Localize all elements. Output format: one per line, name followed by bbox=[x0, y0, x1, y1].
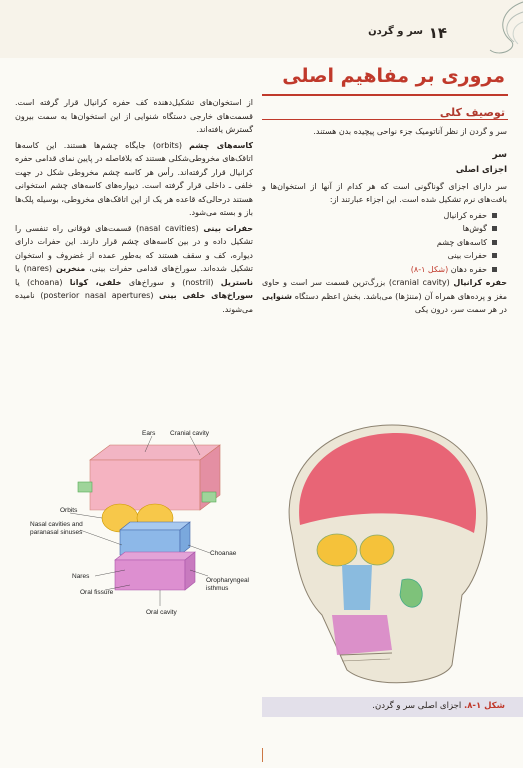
term-en: (nares) bbox=[23, 264, 53, 273]
figure-reference-link[interactable]: (شکل ۱-۸) bbox=[410, 264, 449, 274]
label-cranial-cavity: Cranial cavity bbox=[170, 430, 210, 437]
running-title: سر و گردن bbox=[368, 26, 423, 37]
label-nasal-line1: Nasal cavities and bbox=[30, 521, 83, 528]
term-posterior-apertures: سوراخ‌های خلفی بینی bbox=[159, 291, 253, 300]
section-title: توصیف کلی bbox=[439, 106, 505, 119]
leader-line bbox=[80, 530, 122, 545]
term-nasal-cavities: حفرات بینی bbox=[203, 223, 254, 233]
term-en: (posterior nasal apertures) bbox=[40, 291, 154, 300]
label-oropharyngeal-line1: Oropharyngeal bbox=[206, 577, 249, 584]
ear-right-shape bbox=[202, 492, 216, 502]
orbits-paragraph bbox=[15, 139, 253, 220]
cranial-paragraph bbox=[262, 276, 507, 317]
list-item: حفره کرانیال bbox=[262, 209, 497, 223]
oral-box-front bbox=[115, 560, 185, 590]
label-nares: Nares bbox=[72, 573, 90, 580]
orbit-left-region bbox=[317, 534, 357, 566]
paragraph-text: و سوراخ‌های bbox=[128, 277, 175, 287]
label-oral-cavity: Oral cavity bbox=[146, 609, 177, 616]
label-orbits: Orbits bbox=[60, 507, 78, 514]
orbit-right-region bbox=[360, 535, 394, 565]
term-en: (nasal cavities) bbox=[136, 223, 199, 233]
paragraph-text: یا bbox=[15, 264, 20, 273]
schematic-diagram bbox=[30, 430, 260, 620]
list-item: کاسه‌های چشم bbox=[262, 236, 497, 250]
nasal-paragraph bbox=[15, 222, 253, 317]
page-number: ۱۴ bbox=[428, 24, 447, 42]
title-rule bbox=[262, 94, 508, 96]
page-marker bbox=[262, 748, 263, 762]
list-item: حفرات بینی bbox=[262, 249, 497, 263]
term-hearing: شنوایی bbox=[262, 291, 292, 301]
caption-text: اجزای اصلی سر و گردن. bbox=[372, 701, 462, 711]
term-nares: منخرین bbox=[55, 264, 86, 273]
label-oropharyngeal-line2: isthmus bbox=[206, 585, 229, 592]
nasal-box-top bbox=[120, 522, 190, 530]
paragraph-text: یا bbox=[15, 277, 20, 287]
term-cranial-cavity: حفره کرانیال bbox=[453, 278, 508, 287]
oral-box-top bbox=[115, 552, 195, 560]
intro-paragraph: سر و گردن از نظر آناتومیک جزء نواحی پیچیده بدن هستند. bbox=[313, 127, 507, 136]
term-nostril: ناستریل bbox=[220, 277, 254, 287]
nasal-box-front bbox=[120, 530, 180, 555]
paragraph-text: بزرگ‌ترین قسمت سر است و حاوی مغز و پرده‌های همراه آن (مننژها) می‌باشد. بخش اعظم دستگاه bbox=[262, 278, 507, 301]
nasal-cavity-region bbox=[342, 565, 372, 610]
list-item: گوش‌ها bbox=[262, 222, 497, 236]
term-en: (choana) bbox=[26, 277, 63, 287]
ear-paragraph: از استخوان‌های تشکیل‌دهنده کف حفره کرانیال قرار گرفته است. قسمت‌های خارجی دستگاه شنوایی از این استخوان‌ها به سمت بیرون گسترش یافته‌اند. bbox=[15, 98, 253, 134]
paragraph-text: در هر سمت سر، درون یکی bbox=[414, 305, 507, 314]
oral-cavity-region bbox=[332, 615, 392, 655]
section-rule bbox=[262, 119, 508, 120]
label-choanae: Choanae bbox=[210, 550, 237, 557]
term-en: (nostril) bbox=[182, 277, 214, 287]
list-item bbox=[262, 263, 497, 277]
cranial-box-front bbox=[90, 460, 200, 510]
label-nasal-line2: paranasal sinuses bbox=[30, 529, 83, 536]
figure-caption bbox=[372, 701, 505, 711]
paragraph-text: نامیده می‌شوند. bbox=[15, 291, 253, 314]
label-oral-fissure: Oral fissure bbox=[80, 589, 114, 596]
heading-head: سر bbox=[492, 149, 507, 160]
cranial-box-top bbox=[90, 445, 220, 460]
paragraph-text: جایگاه چشم‌ها هستند. این کاسه‌ها اتاقک‌های مخروطی‌شکلی هستند که بلافاصله در پایین نمای قدامی حفره کرانیال قرار گرفته‌اند. رأس هر کاسه چشم مخروطی شکل در جهت خلفی ـ داخلی قرار گرفته است. دیواره‌های کاسه‌های چشم استخوانی هستند درحالی‌که قاعده هر یک از این اتاقک‌های مخروطی، بوسیله پلک‌ها باز و بسته می‌شود. bbox=[15, 140, 253, 217]
term-en: (cranial cavity) bbox=[388, 278, 450, 287]
label-ears: Ears bbox=[142, 430, 156, 437]
subheading-main-parts: اجزای اصلی bbox=[455, 165, 507, 175]
ear-left-shape bbox=[78, 482, 92, 492]
decorative-swirl-icon bbox=[440, 0, 523, 58]
left-column bbox=[15, 96, 253, 318]
skull-illustration bbox=[252, 415, 512, 695]
term-en: (orbits) bbox=[152, 140, 182, 150]
term-orbits: کاسه‌های چشم bbox=[189, 140, 253, 150]
right-column bbox=[262, 125, 507, 319]
page-title: مروری بر مفاهیم اصلی bbox=[282, 65, 505, 87]
parts-paragraph: سر دارای اجزای گوناگونی است که هر کدام از آنها از استخوان‌ها و بافت‌های نرم تشکیل شده است. این اجزاء عبارتند از: bbox=[262, 181, 507, 204]
caption-label: شکل ۱-۸. bbox=[463, 701, 505, 711]
term-choana: خلفی، کوانا bbox=[69, 277, 122, 287]
parts-list bbox=[262, 209, 507, 277]
paragraph-text: قسمت‌های فوقانی راه تنفسی را تشکیل داده و در بین کاسه‌های چشم قرار دارند. این حفرات دارای دیواره، کف و سقف هستند که به‌طور عمده از غضروف و استخوان تشکیل شده‌اند. سوراخ‌های قدامی حفرات بینی، bbox=[15, 223, 253, 273]
list-item-text: حفره دهان bbox=[450, 264, 487, 274]
